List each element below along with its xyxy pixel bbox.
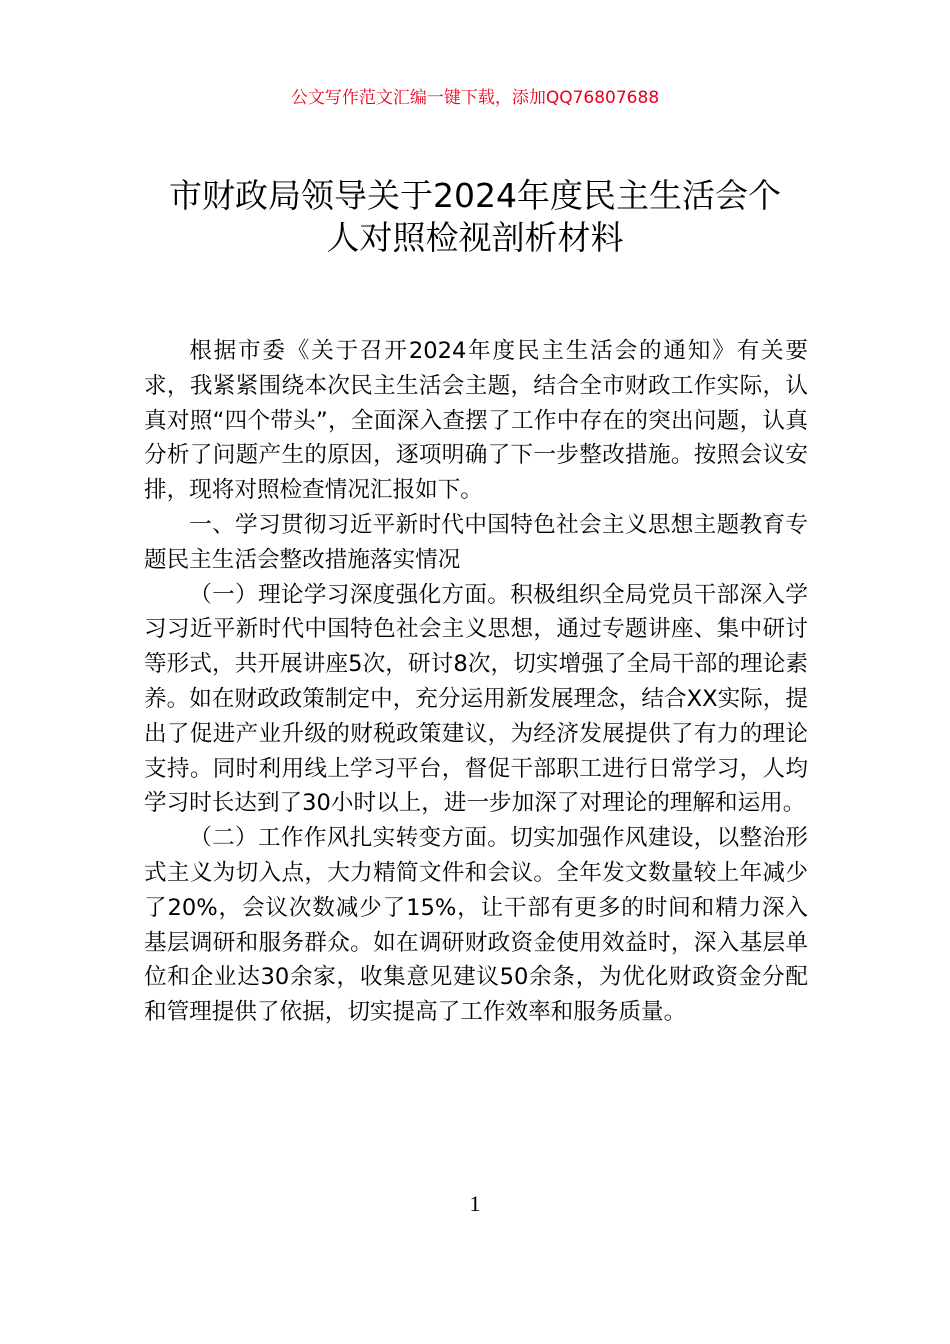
subsection-work-style: （二）工作作风扎实转变方面。切实加强作风建设，以整治形式主义为切入点，大力精简文件和会议。全年发文数量较上年减少了20%，会议次数减少了15%，让干部有更多的时间和精力深入基层调研和服务群众。如在调研财政资金使用效益时，深入基层单位和企业达30余家，收集意见建议50余条，为优化财政资金分配和管理提供了依据，切实提高了工作效率和服务质量。 bbox=[144, 825, 808, 1026]
page-number: 1 bbox=[469, 1191, 481, 1216]
document-title-line-2: 人对照检视剖析材料 bbox=[326, 218, 624, 257]
document-body bbox=[144, 334, 808, 1030]
section-heading-1: 一、学习贯彻习近平新时代中国特色社会主义思想主题教育专题民主生活会整改措施落实情况 bbox=[144, 511, 808, 573]
download-promo-note: 公文写作范文汇编一键下载，添加QQ76807688 bbox=[290, 88, 660, 108]
document-title-line-1: 市财政局领导关于2024年度民主生活会个 bbox=[169, 176, 781, 215]
intro-paragraph: 根据市委《关于召开2024年度民主生活会的通知》有关要求，我紧紧围绕本次民主生活会主题，结合全市财政工作实际，认真对照“四个带头”，全面深入查摆了工作中存在的突出问题，认真分析了问题产生的原因，逐项明确了下一步整改措施。按照会议安排，现将对照检查情况汇报如下。 bbox=[144, 338, 808, 504]
subsection-theory-study: （一）理论学习深度强化方面。积极组织全局党员干部深入学习习近平新时代中国特色社会主义思想，通过专题讲座、集中研讨等形式，共开展讲座5次，研讨8次，切实增强了全局干部的理论素养。如在财政政策制定中，充分运用新发展理念，结合XX实际，提出了促进产业升级的财税政策建议，为经济发展提供了有力的理论支持。同时利用线上学习平台，督促干部职工进行日常学习，人均学习时长达到了30小时以上，进一步加深了对理论的理解和运用。 bbox=[144, 581, 808, 817]
